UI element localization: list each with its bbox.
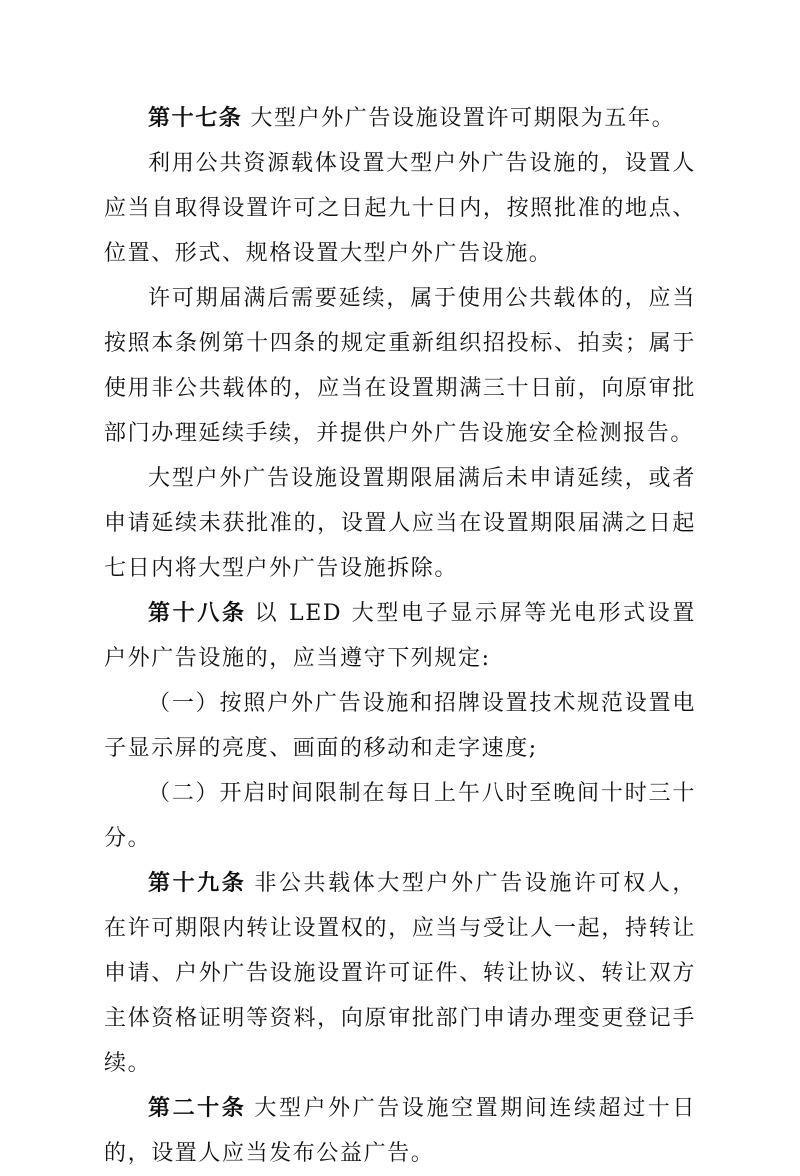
article-heading: 第十九条 [148,871,247,896]
paragraph-text: 许可期届满后需要延续，属于使用公共载体的，应当按照本条例第十四条的规定重新组织招投标、拍卖；属于使用非公共载体的，应当在设置期满三十日前，向原审批部门办理延续手续，并提供户外广告设施安全检测报告。 [104,286,696,446]
paragraph-text: 大型户外广告设施设置许可期限为五年。 [250,106,676,131]
paragraph-article-18-item-2 [104,771,696,861]
paragraph-text: （一）按照户外广告设施和招牌设置技术规范设置电子显示屏的亮度、画面的移动和走字速度; [104,691,696,761]
paragraph-article-17-clause-2 [104,276,696,456]
paragraph-text: 以 LED 大型电子显示屏等光电形式设置户外广告设施的，应当遵守下列规定: [104,601,697,671]
paragraph-text: 利用公共资源载体设置大型户外广告设施的，设置人应当自取得设置许可之日起九十日内，按照批准的地点、位置、形式、规格设置大型户外广告设施。 [104,151,696,266]
paragraph-article-17 [104,96,696,141]
paragraph-text: 非公共载体大型户外广告设施许可权人，在许可期限内转让设置权的，应当与受让人一起，持转让申请、户外广告设施设置许可证件、转让协议、转让双方主体资格证明等资料，向原审批部门申请办理变更登记手续。 [104,871,696,1076]
paragraph-text: 大型户外广告设施设置期限届满后未申请延续，或者申请延续未获批准的，设置人应当在设置期限届满之日起七日内将大型户外广告设施拆除。 [104,466,696,581]
document-body [104,96,696,1176]
paragraph-article-17-clause-3 [104,456,696,591]
paragraph-article-19 [104,861,696,1086]
paragraph-article-18-item-1 [104,681,696,771]
paragraph-article-18 [104,591,696,681]
article-heading: 第十八条 [148,601,247,626]
paragraph-article-17-clause-1 [104,141,696,276]
article-heading: 第十七条 [148,106,243,131]
article-heading: 第二十条 [148,1096,247,1121]
paragraph-text: 大型户外广告设施空置期间连续超过十日的，设置人应当发布公益广告。 [104,1096,696,1166]
paragraph-text: （二）开启时间限制在每日上午八时至晚间十时三十分。 [104,781,696,851]
paragraph-article-20 [104,1086,696,1176]
